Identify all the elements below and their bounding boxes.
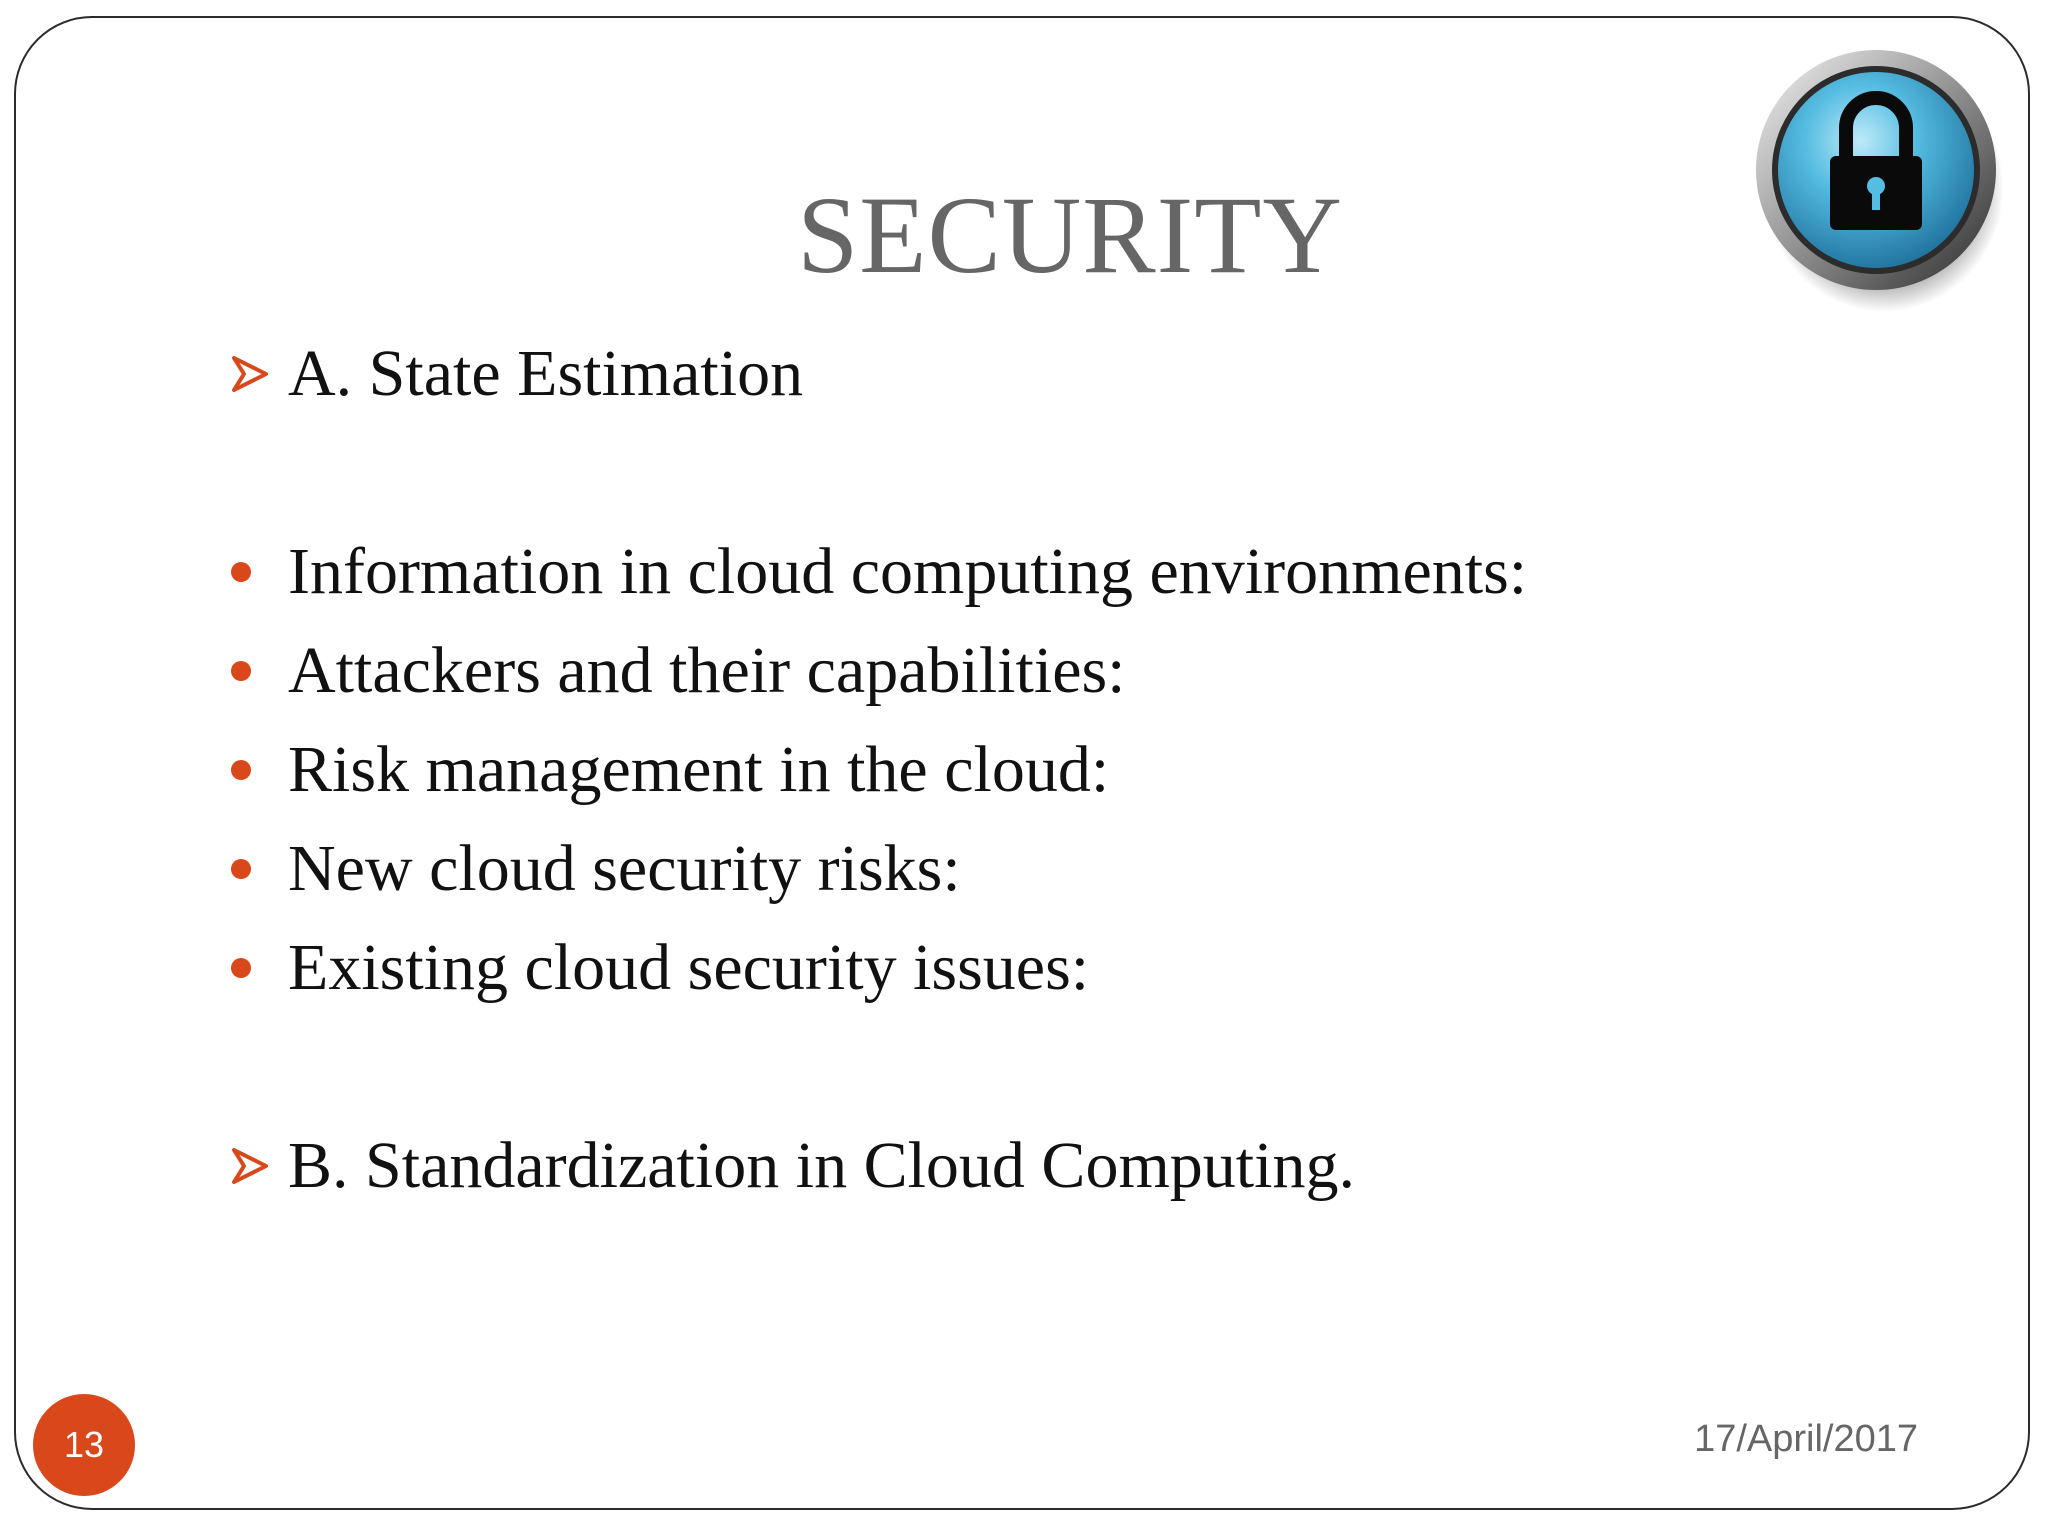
list-item-text: Risk management in the cloud: bbox=[288, 733, 1110, 806]
list-item bbox=[230, 334, 803, 414]
list-item-text: B. Standardization in Cloud Computing. bbox=[288, 1129, 1355, 1202]
footer-date: 17/April/2017 bbox=[1694, 1418, 1918, 1460]
list-item bbox=[230, 730, 1109, 810]
page-number: 13 bbox=[63, 1424, 105, 1465]
padlock-icon bbox=[1742, 40, 2002, 320]
list-item-text: Existing cloud security issues: bbox=[288, 931, 1090, 1004]
list-item bbox=[230, 532, 1527, 612]
dot-bullet-icon bbox=[230, 760, 288, 780]
page-number-badge bbox=[33, 1394, 135, 1496]
list-item bbox=[230, 631, 1126, 711]
dot-bullet-icon bbox=[230, 958, 288, 978]
dot-bullet-icon bbox=[230, 562, 288, 582]
list-item-text: Attackers and their capabilities: bbox=[288, 634, 1126, 707]
arrow-bullet-icon bbox=[230, 1146, 288, 1186]
slide-title: SECURITY bbox=[797, 174, 1343, 296]
list-item-text: A. State Estimation bbox=[288, 337, 804, 410]
arrow-bullet-icon bbox=[230, 354, 288, 394]
list-item-text: New cloud security risks: bbox=[288, 832, 961, 905]
list-item bbox=[230, 928, 1089, 1008]
list-item bbox=[230, 1126, 1355, 1206]
lock-keyhole-slot bbox=[1872, 188, 1880, 210]
dot-bullet-icon bbox=[230, 661, 288, 681]
dot-bullet-icon bbox=[230, 859, 288, 879]
list-item bbox=[230, 829, 961, 909]
list-item-text: Information in cloud computing environments: bbox=[288, 535, 1528, 608]
